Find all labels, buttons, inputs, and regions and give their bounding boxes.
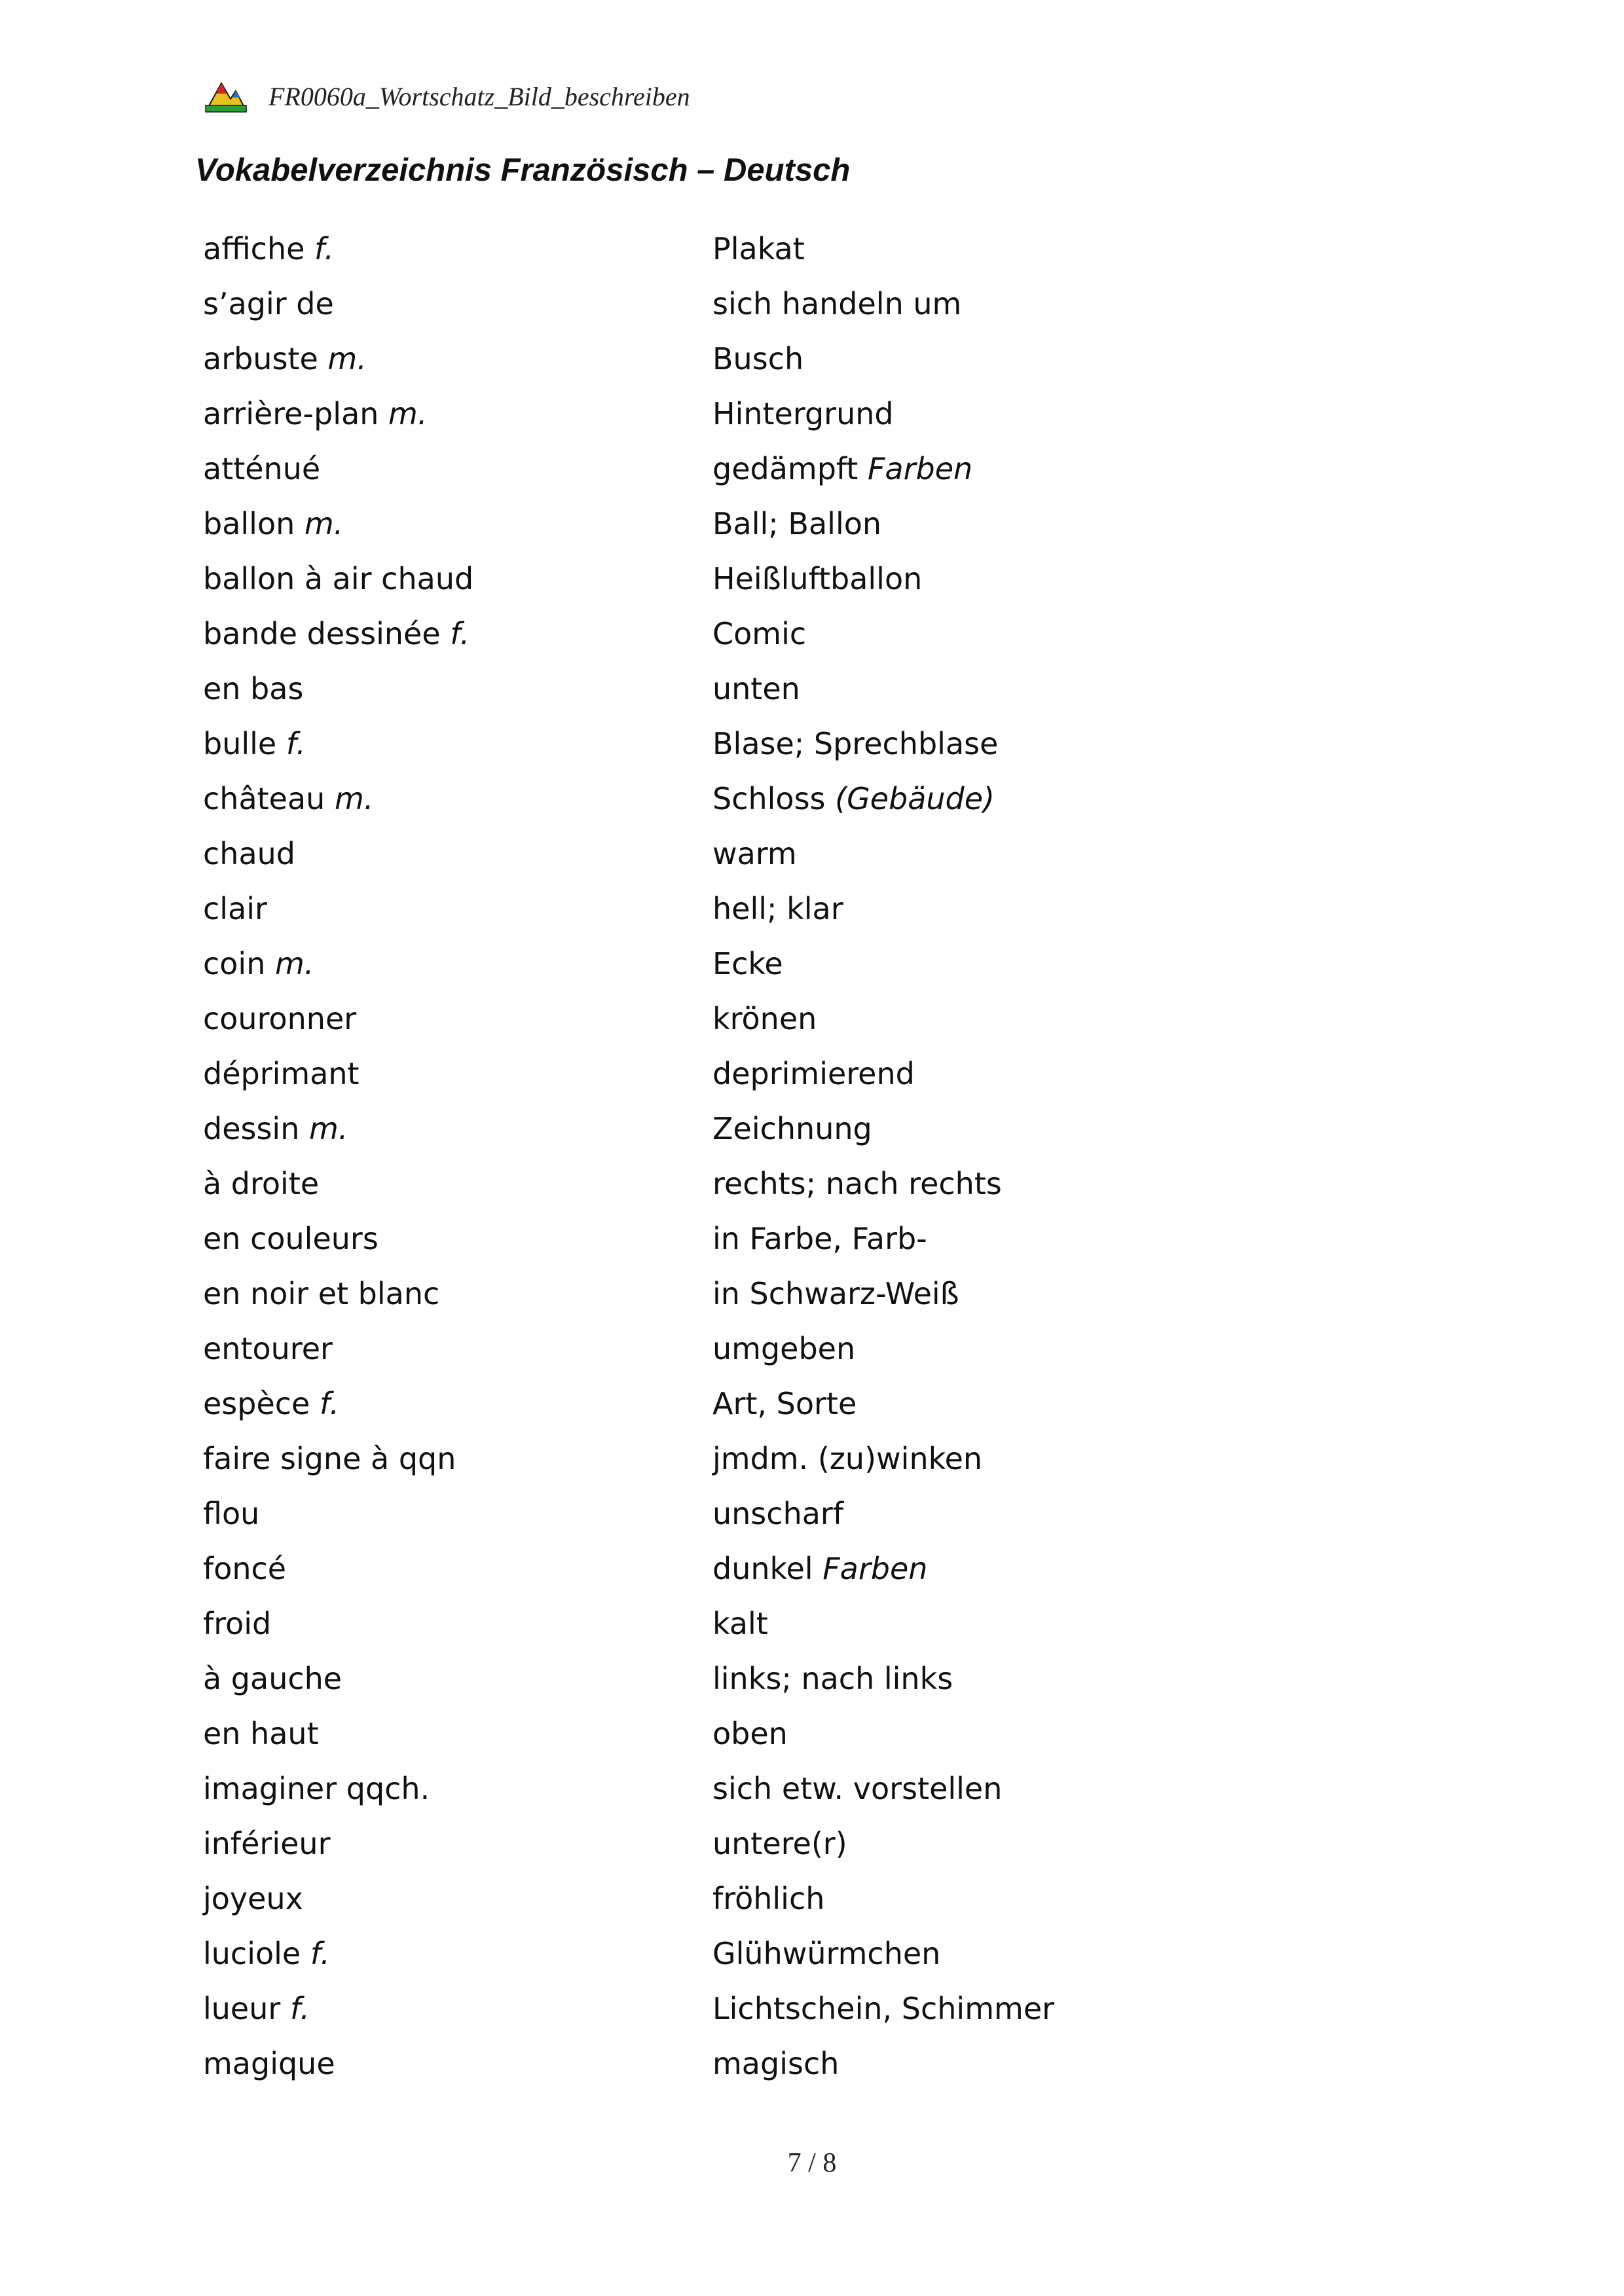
french-word: ballon à air chaud — [203, 561, 474, 596]
vocab-entry — [203, 1101, 1447, 1156]
french-word: affiche — [203, 231, 305, 266]
german-word: Lichtschein, Schimmer — [712, 1991, 1055, 2026]
german-translation — [712, 1496, 1447, 1531]
german-word: Comic — [712, 616, 807, 651]
french-word: déprimant — [203, 1056, 360, 1091]
french-term — [203, 231, 712, 266]
german-translation — [712, 781, 1447, 816]
vocab-entry — [203, 826, 1447, 881]
french-term — [203, 726, 712, 761]
french-word: château — [203, 781, 325, 816]
vocab-entry — [203, 441, 1447, 496]
french-word: entourer — [203, 1331, 333, 1366]
usage-note: Farben — [822, 1551, 928, 1586]
german-word: Hintergrund — [712, 396, 894, 431]
german-word: in Schwarz-Weiß — [712, 1276, 959, 1311]
german-translation — [712, 506, 1447, 541]
french-word: clair — [203, 891, 267, 926]
vocab-entry — [203, 1871, 1447, 1926]
french-word: s’agir de — [203, 286, 334, 321]
french-word: arrière-plan — [203, 396, 379, 431]
vocab-entry — [203, 1761, 1447, 1816]
french-word: espèce — [203, 1386, 310, 1421]
french-word: atténué — [203, 451, 321, 486]
french-word: coin — [203, 946, 266, 981]
german-word: rechts; nach rechts — [712, 1166, 1002, 1201]
german-translation — [712, 1276, 1447, 1311]
german-word: Schloss — [712, 781, 826, 816]
german-translation — [712, 396, 1447, 431]
page-header — [203, 73, 690, 119]
french-word: faire signe à qqn — [203, 1441, 456, 1476]
vocab-entry — [203, 1541, 1447, 1596]
french-term — [203, 1386, 712, 1421]
vocab-entry — [203, 661, 1447, 716]
grammatical-gender: m. — [309, 1111, 348, 1146]
french-term — [203, 1881, 712, 1916]
french-word: bulle — [203, 726, 277, 761]
grammatical-gender: f. — [286, 726, 306, 761]
german-translation — [712, 1771, 1447, 1806]
german-translation — [712, 946, 1447, 981]
french-term — [203, 1221, 712, 1256]
german-translation — [712, 561, 1447, 596]
german-word: sich handeln um — [712, 286, 962, 321]
french-word: foncé — [203, 1551, 287, 1586]
french-term — [203, 946, 712, 981]
german-word: gedämpft — [712, 451, 858, 486]
german-word: in Farbe, Farb- — [712, 1221, 927, 1256]
vocabulary-list — [203, 221, 1447, 2091]
vocab-entry — [203, 1926, 1447, 1981]
german-word: magisch — [712, 2046, 840, 2081]
french-word: à gauche — [203, 1661, 342, 1696]
french-term — [203, 1936, 712, 1971]
german-word: unten — [712, 671, 800, 706]
vocab-entry — [203, 1321, 1447, 1376]
vocab-entry — [203, 1596, 1447, 1651]
vocab-entry — [203, 331, 1447, 386]
german-word: Ball; Ballon — [712, 506, 882, 541]
vocab-entry — [203, 496, 1447, 551]
page-title: Vokabelverzeichnis Französisch – Deutsch — [195, 153, 851, 188]
french-term — [203, 451, 712, 486]
french-term — [203, 1166, 712, 1201]
german-translation — [712, 1826, 1447, 1861]
french-term — [203, 1991, 712, 2026]
french-term — [203, 1716, 712, 1751]
german-word: unscharf — [712, 1496, 844, 1531]
vocab-entry — [203, 1266, 1447, 1321]
vocab-entry — [203, 1431, 1447, 1486]
german-translation — [712, 231, 1447, 266]
french-word: imaginer qqch. — [203, 1771, 430, 1806]
german-translation — [712, 1716, 1447, 1751]
german-word: deprimierend — [712, 1056, 915, 1091]
german-word: umgeben — [712, 1331, 856, 1366]
german-translation — [712, 1056, 1447, 1091]
document-id: FR0060a_Wortschatz_Bild_beschreiben — [268, 81, 690, 111]
french-word: lueur — [203, 1991, 281, 2026]
french-word: luciole — [203, 1936, 301, 1971]
vocab-entry — [203, 1981, 1447, 2036]
french-term — [203, 1111, 712, 1146]
page-number: 7 / 8 — [787, 2148, 837, 2178]
french-term — [203, 1441, 712, 1476]
french-word: dessin — [203, 1111, 300, 1146]
german-translation — [712, 1111, 1447, 1146]
french-term — [203, 781, 712, 816]
vocab-entry — [203, 1706, 1447, 1761]
french-word: magique — [203, 2046, 335, 2081]
german-word: Zeichnung — [712, 1111, 872, 1146]
grammatical-gender: f. — [310, 1936, 330, 1971]
vocab-entry — [203, 1046, 1447, 1101]
french-term — [203, 891, 712, 926]
german-translation — [712, 1001, 1447, 1036]
german-translation — [712, 891, 1447, 926]
german-translation — [712, 451, 1447, 486]
french-term — [203, 1331, 712, 1366]
french-term — [203, 2046, 712, 2081]
french-term — [203, 1001, 712, 1036]
vocab-entry — [203, 1211, 1447, 1266]
german-word: Busch — [712, 341, 804, 376]
german-word: warm — [712, 836, 797, 871]
german-translation — [712, 1936, 1447, 1971]
french-term — [203, 561, 712, 596]
vocab-entry — [203, 1156, 1447, 1211]
french-word: chaud — [203, 836, 295, 871]
vocab-entry — [203, 1651, 1447, 1706]
german-word: Art, Sorte — [712, 1386, 857, 1421]
vocab-entry — [203, 716, 1447, 771]
french-word: flou — [203, 1496, 260, 1531]
german-translation — [712, 836, 1447, 871]
french-term — [203, 1551, 712, 1586]
grammatical-gender: m. — [304, 506, 344, 541]
german-word: Blase; Sprechblase — [712, 726, 999, 761]
french-term — [203, 286, 712, 321]
german-word: dunkel — [712, 1551, 813, 1586]
german-translation — [712, 1166, 1447, 1201]
german-translation — [712, 1661, 1447, 1696]
grammatical-gender: m. — [388, 396, 428, 431]
vocab-entry — [203, 1376, 1447, 1431]
german-word: hell; klar — [712, 891, 843, 926]
french-word: inférieur — [203, 1826, 331, 1861]
vocab-entry — [203, 1816, 1447, 1871]
french-word: en couleurs — [203, 1221, 378, 1256]
french-term — [203, 1276, 712, 1311]
french-word: bande dessinée — [203, 616, 441, 651]
vocab-entry — [203, 551, 1447, 606]
french-term — [203, 616, 712, 651]
french-term — [203, 1606, 712, 1641]
french-term — [203, 671, 712, 706]
french-word: en haut — [203, 1716, 319, 1751]
german-word: untere(r) — [712, 1826, 847, 1861]
grammatical-gender: m. — [334, 781, 374, 816]
grammatical-gender: m. — [327, 341, 367, 376]
french-word: en bas — [203, 671, 304, 706]
german-translation — [712, 1331, 1447, 1366]
german-translation — [712, 1551, 1447, 1586]
german-translation — [712, 1881, 1447, 1916]
german-translation — [712, 286, 1447, 321]
french-term — [203, 1056, 712, 1091]
french-word: froid — [203, 1606, 272, 1641]
german-translation — [712, 671, 1447, 706]
french-term — [203, 1661, 712, 1696]
german-word: oben — [712, 1716, 788, 1751]
vocab-entry — [203, 881, 1447, 936]
vocab-entry — [203, 2036, 1447, 2091]
german-word: krönen — [712, 1001, 817, 1036]
mountain-logo-icon — [203, 77, 249, 116]
german-translation — [712, 2046, 1447, 2081]
french-word: à droite — [203, 1166, 320, 1201]
french-term — [203, 836, 712, 871]
vocab-entry — [203, 221, 1447, 276]
vocab-entry — [203, 1486, 1447, 1541]
german-word: kalt — [712, 1606, 768, 1641]
grammatical-gender: f. — [314, 231, 335, 266]
usage-note: (Gebäude) — [835, 781, 995, 816]
german-word: Plakat — [712, 231, 805, 266]
german-translation — [712, 1441, 1447, 1476]
grammatical-gender: f. — [289, 1991, 310, 2026]
french-word: en noir et blanc — [203, 1276, 440, 1311]
german-word: Heißluftballon — [712, 561, 923, 596]
vocab-entry — [203, 936, 1447, 991]
german-translation — [712, 341, 1447, 376]
german-word: sich etw. vorstellen — [712, 1771, 1003, 1806]
vocab-entry — [203, 771, 1447, 826]
german-word: jmdm. (zu)winken — [712, 1441, 983, 1476]
german-translation — [712, 616, 1447, 651]
french-word: joyeux — [203, 1881, 303, 1916]
german-word: Ecke — [712, 946, 783, 981]
grammatical-gender: f. — [450, 616, 470, 651]
french-word: arbuste — [203, 341, 318, 376]
french-term — [203, 506, 712, 541]
german-translation — [712, 1221, 1447, 1256]
french-term — [203, 396, 712, 431]
french-term — [203, 1496, 712, 1531]
french-term — [203, 1771, 712, 1806]
french-term — [203, 1826, 712, 1861]
french-word: couronner — [203, 1001, 357, 1036]
german-word: fröhlich — [712, 1881, 825, 1916]
german-translation — [712, 726, 1447, 761]
german-word: Glühwürmchen — [712, 1936, 941, 1971]
vocab-entry — [203, 386, 1447, 441]
german-translation — [712, 1991, 1447, 2026]
french-word: ballon — [203, 506, 295, 541]
french-term — [203, 341, 712, 376]
vocab-entry — [203, 276, 1447, 331]
german-translation — [712, 1606, 1447, 1641]
german-word: links; nach links — [712, 1661, 953, 1696]
grammatical-gender: f. — [319, 1386, 339, 1421]
grammatical-gender: m. — [275, 946, 314, 981]
vocab-entry — [203, 606, 1447, 661]
german-translation — [712, 1386, 1447, 1421]
vocab-entry — [203, 991, 1447, 1046]
usage-note: Farben — [867, 451, 973, 486]
